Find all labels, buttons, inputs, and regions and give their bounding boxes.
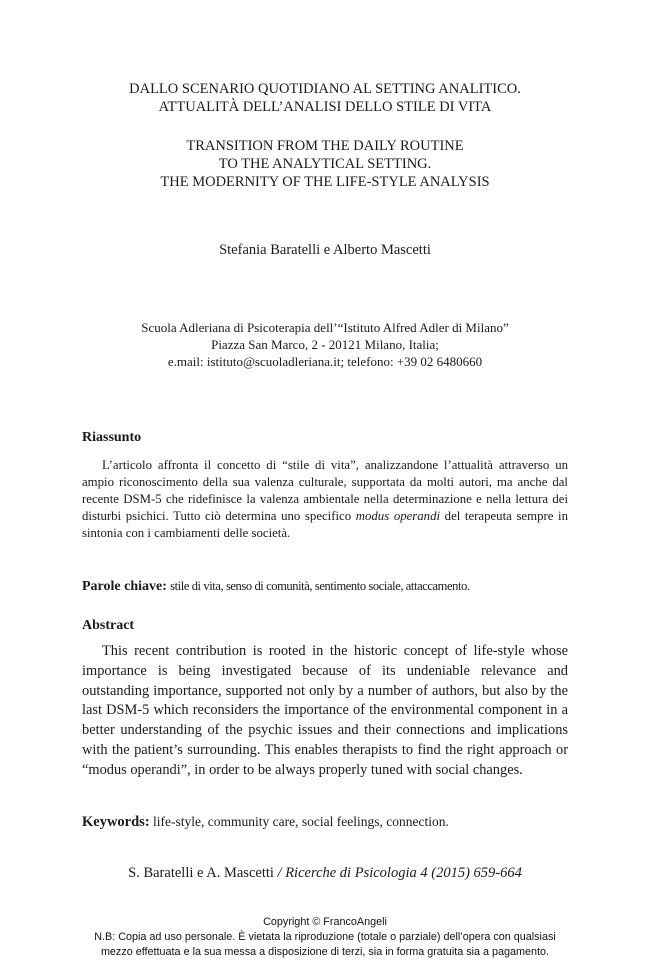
title-italian-line: DALLO SCENARIO QUOTIDIANO AL SETTING ANALITICO. bbox=[129, 81, 521, 97]
riassunto-text bbox=[82, 457, 568, 542]
keywords-value: life-style, community care, social feelings, connection. bbox=[153, 814, 449, 829]
parole-chiave-label: Parole chiave: bbox=[82, 579, 167, 594]
riassunto-text-part: L’articolo affronta il concetto di “stile di vita”, analizzandone l’attualità attraverso un ampio riconoscimento della sua valenza culturale, supportata da molti autori, ma anche dal recente DSM-5 che ridefinisce la valenza ambientale nella determinazione e nella lettura dei disturbi psichici. Tutto ciò determina uno specifico bbox=[82, 458, 568, 523]
authors: Stefania Baratelli e Alberto Mascetti bbox=[219, 242, 431, 258]
footer-line: N.B: Copia ad uso personale. È vietata la riproduzione (totale o parziale) dell’opera con qualsiasi bbox=[94, 931, 556, 943]
abstract-heading: Abstract bbox=[82, 618, 135, 633]
title-english-line: TO THE ANALYTICAL SETTING. bbox=[218, 156, 432, 172]
affiliation-line: Scuola Adleriana di Psicoterapia dell’“Istituto Alfred Adler di Milano” bbox=[141, 320, 509, 335]
title-italian-line: ATTUALITÀ DELL’ANALISI DELLO STILE DI VITA bbox=[158, 99, 492, 115]
title-english-line: THE MODERNITY OF THE LIFE-STYLE ANALYSIS bbox=[160, 174, 490, 190]
citation-journal: / Ricerche di Psicologia 4 (2015) 659-664 bbox=[277, 865, 522, 881]
footer-line: mezzo effettuata e la sua messa a disposizione di terzi, sia in forma gratuita sia a pagamento. bbox=[100, 946, 550, 958]
title-english-line: TRANSITION FROM THE DAILY ROUTINE bbox=[186, 138, 464, 154]
riassunto-heading: Riassunto bbox=[82, 430, 142, 445]
riassunto-text-part: del terapeuta sempre in sintonia con i cambiamenti delle società. bbox=[82, 509, 568, 540]
parole-chiave-value: stile di vita, senso di comunità, sentimento sociale, attaccamento. bbox=[170, 579, 470, 593]
affiliation-line: Piazza San Marco, 2 - 20121 Milano, Italia; bbox=[211, 337, 439, 352]
affiliation-line: e.mail: istituto@scuoladleriana.it; telefono: +39 02 6480660 bbox=[167, 354, 483, 369]
keywords-label: Keywords: bbox=[82, 814, 150, 830]
footer-line: Copyright © FrancoAngeli bbox=[263, 916, 387, 928]
riassunto-text-italic: modus operandi bbox=[355, 509, 441, 523]
citation bbox=[0, 865, 650, 882]
affiliation bbox=[0, 319, 650, 370]
abstract-text: This recent contribution is rooted in the historic concept of life-style whose importance is being investigated because of its undeniable relevance and outstanding importance, supported not only by a number of authors, but also by the last DSM-5 which reconsiders the importance of the environmental component in a better understanding of the psychic issues and their connections and implications with the patient’s surrounding. This enables therapists to find the right approach or “modus operandi”, in order to be always properly tuned with social changes. bbox=[82, 643, 568, 778]
parole-chiave bbox=[82, 578, 568, 595]
title-italian bbox=[0, 80, 650, 116]
keywords bbox=[82, 814, 568, 831]
title-english bbox=[0, 137, 650, 191]
copyright-footer bbox=[0, 915, 650, 960]
citation-authors: S. Baratelli e A. Mascetti bbox=[128, 865, 274, 881]
